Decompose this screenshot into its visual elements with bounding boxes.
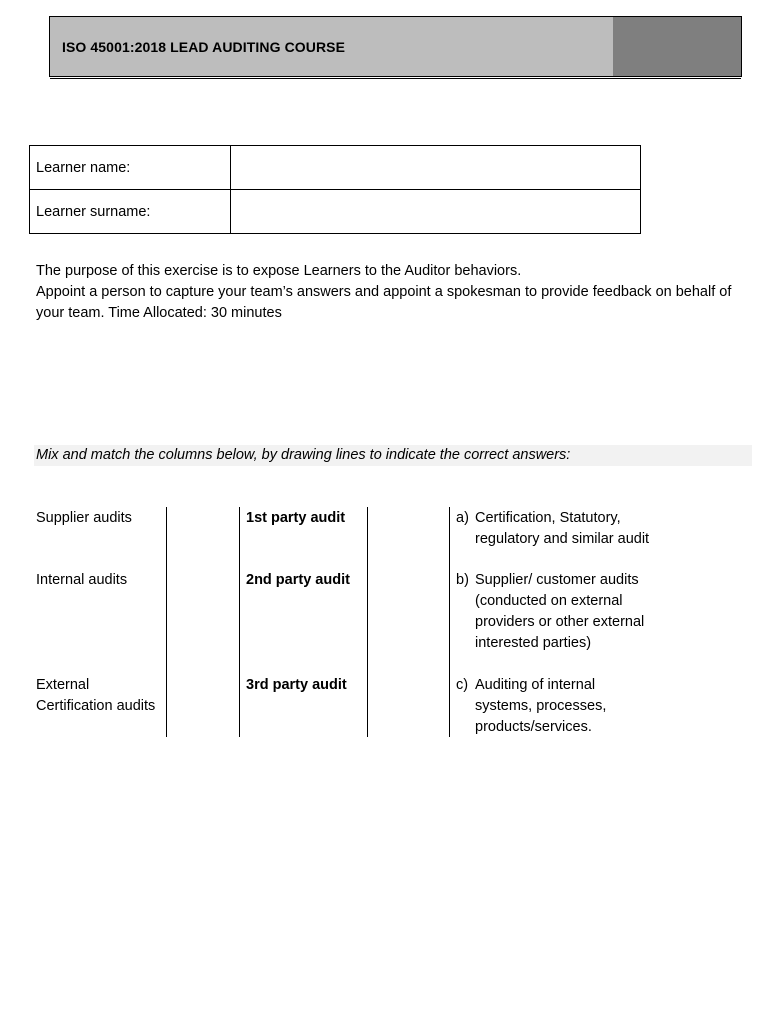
column-a-item: External Certification audits [36,677,156,714]
intro-line-1: The purpose of this exercise is to expose Learners to the Auditor behaviors. [36,263,522,279]
column-a-item: Internal audits [36,572,128,588]
column-a-item: Supplier audits [36,510,132,526]
learner-surname-row [30,190,641,234]
learner-surname-field[interactable] [231,190,641,234]
learner-name-label: Learner name: [30,146,231,190]
column-divider [449,507,450,737]
option-text: Supplier/ customer audits (conducted on external providers or other external interested parties) [475,572,645,651]
course-title: ISO 45001:2018 LEAD AUDITING COURSE [62,39,346,55]
column-b-item: 1st party audit [246,510,346,526]
option-text: Certification, Statutory, regulatory and similar audit [475,510,650,547]
intro-line-2: Appoint a person to capture your team’s answers and appoint a spokesman to provide feedback on behalf of your team. Time Allocated: 30 minutes [36,284,732,321]
learner-name-row [30,146,641,190]
column-b-item: 2nd party audit [246,572,350,588]
column-divider [239,507,240,737]
course-header [49,16,742,77]
option-letter: c) [456,677,469,693]
column-b-item: 3rd party audit [246,677,347,693]
header-accent-block [613,17,741,76]
column-divider [166,507,167,737]
option-text: Auditing of internal systems, processes, products/services. [475,677,607,735]
learner-surname-label: Learner surname: [30,190,231,234]
column-divider [367,507,368,737]
matching-instruction: Mix and match the columns below, by drawing lines to indicate the correct answers: [34,445,752,466]
learner-name-field[interactable] [231,146,641,190]
option-letter: a) [456,510,469,526]
exercise-intro [36,261,751,324]
option-letter: b) [456,572,469,588]
learner-details-table [29,145,641,234]
